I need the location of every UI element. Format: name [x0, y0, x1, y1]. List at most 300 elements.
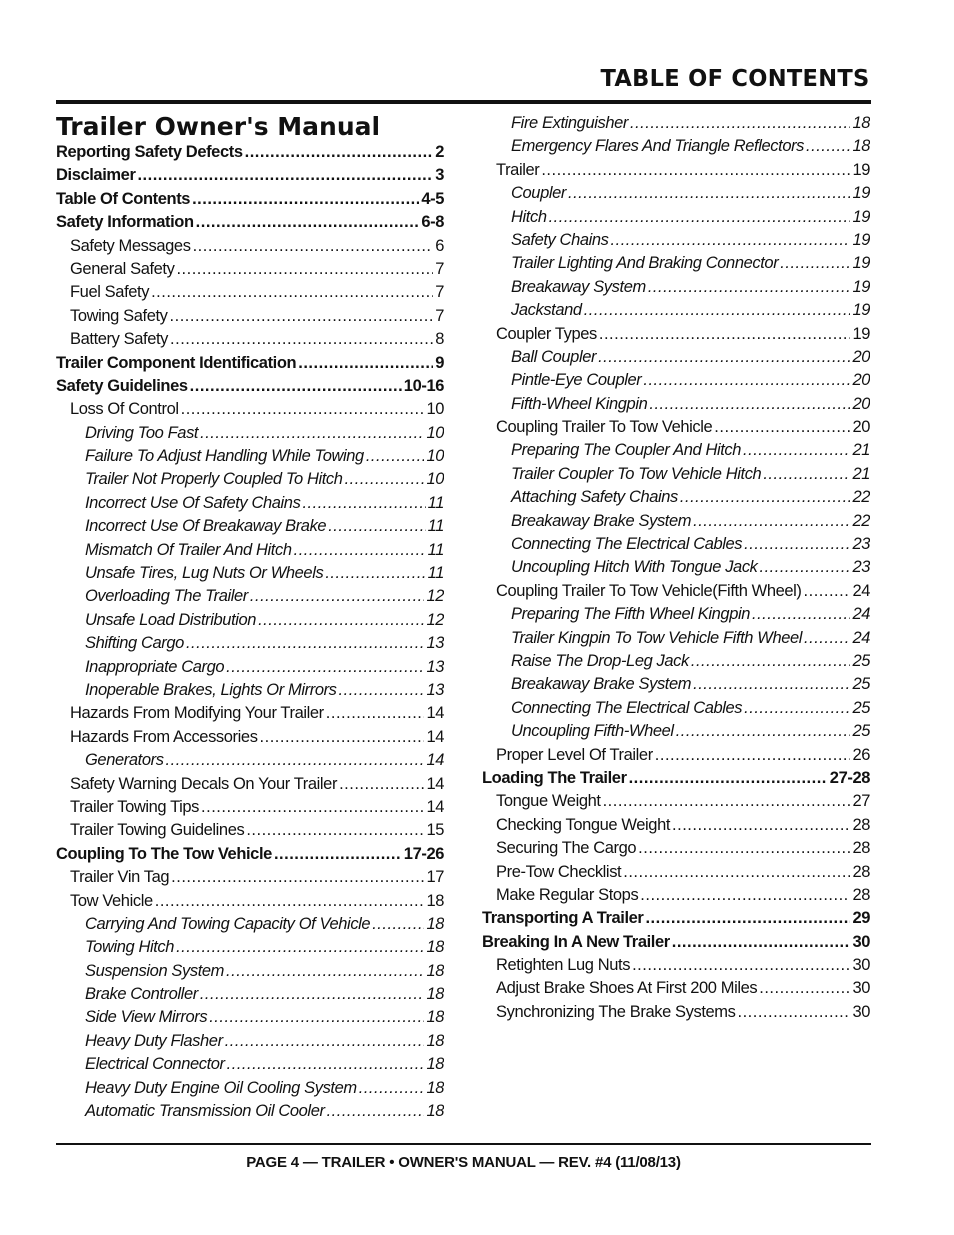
toc-entry: [56, 983, 444, 1006]
toc-entry: [482, 814, 870, 837]
toc-entry-page: 11: [427, 493, 444, 512]
toc-entry-page: 9: [435, 353, 444, 372]
toc-entry: [56, 843, 444, 866]
toc-leader-dots: [691, 650, 851, 673]
toc-entry-page: 10: [426, 447, 444, 466]
toc-entry: [56, 515, 444, 538]
toc-entry: [56, 1053, 444, 1076]
toc-entry-page: 18: [426, 938, 444, 957]
toc-entry-label: Coupler: [511, 184, 566, 203]
toc-entry-page: 19: [852, 184, 870, 203]
toc-leader-dots: [676, 720, 851, 743]
toc-entry: [56, 445, 444, 468]
toc-entry-page: 19: [852, 160, 870, 179]
toc-entry: [56, 749, 444, 772]
toc-entry-page: 25: [852, 698, 870, 717]
toc-entry-page: 18: [426, 1102, 444, 1121]
toc-entry: [56, 398, 444, 421]
toc-entry: [56, 375, 444, 398]
toc-leader-dots: [763, 463, 850, 486]
toc-entry-label: Shifting Cargo: [85, 634, 184, 653]
toc-leader-dots: [227, 1053, 425, 1076]
toc-leader-dots: [260, 726, 425, 749]
toc-entry: [56, 164, 444, 187]
toc-leader-dots: [549, 206, 851, 229]
toc-leader-dots: [274, 843, 402, 866]
toc-entry: [482, 252, 870, 275]
toc-entry-page: 17-26: [403, 844, 444, 863]
toc-entry-page: 10-16: [403, 376, 444, 395]
toc-entry-label: Breaking In A New Trailer: [482, 932, 670, 951]
toc-leader-dots: [258, 609, 424, 632]
toc-entry: [482, 627, 870, 650]
toc-entry-label: Breakaway Brake System: [511, 511, 692, 530]
toc-entry-label: Fuel Safety: [70, 283, 150, 302]
toc-entry-label: Driving Too Fast: [85, 423, 199, 442]
toc-entry-label: Trailer: [496, 160, 540, 179]
toc-leader-dots: [648, 276, 851, 299]
toc-leader-dots: [327, 1100, 425, 1123]
toc-entry: [56, 235, 444, 258]
toc-entry-page: 14: [426, 727, 444, 746]
toc-entry-label: Safety Chains: [511, 230, 609, 249]
toc-entry-page: 18: [426, 961, 444, 980]
toc-entry-page: 18: [426, 1078, 444, 1097]
toc-entry-page: 26: [852, 745, 870, 764]
toc-entry-label: Reporting Safety Defects: [56, 143, 243, 161]
toc-leader-dots: [137, 164, 433, 187]
toc-entry-label: Generators: [85, 751, 164, 770]
toc-entry-page: 15: [426, 821, 444, 840]
toc-entry: [56, 539, 444, 562]
toc-entry-page: 11: [427, 517, 444, 536]
toc-entry-label: Incorrect Use Of Breakaway Brake: [85, 517, 327, 536]
toc-entry-page: 22: [852, 488, 870, 507]
toc-entry-label: Inappropriate Cargo: [85, 657, 225, 676]
toc-entry-page: 19: [852, 230, 870, 249]
toc-entry-page: 27-28: [829, 768, 870, 787]
toc-entry-label: Side View Mirrors: [85, 1008, 208, 1027]
toc-entry-label: Carrying And Towing Capacity Of Vehicle: [85, 914, 371, 933]
toc-entry: [56, 211, 444, 234]
toc-leader-dots: [246, 819, 424, 842]
toc-entry-label: Preparing The Fifth Wheel Kingpin: [511, 605, 751, 624]
toc-entry-page: 18: [852, 114, 870, 132]
toc-entry: [482, 182, 870, 205]
toc-leader-dots: [326, 702, 425, 725]
toc-leader-dots: [170, 328, 433, 351]
toc-leader-dots: [804, 627, 850, 650]
toc-entry-page: 19: [852, 254, 870, 273]
toc-entry-label: Suspension System: [85, 961, 225, 980]
toc-entry: [56, 328, 444, 351]
toc-entry: [482, 744, 870, 767]
toc-entry-label: Battery Safety: [70, 330, 169, 349]
toc-entry: [482, 486, 870, 509]
toc-entry: [56, 632, 444, 655]
toc-leader-dots: [171, 866, 424, 889]
toc-entry: [56, 702, 444, 725]
toc-entry: [56, 726, 444, 749]
toc-leader-dots: [366, 445, 425, 468]
toc-entry-page: 30: [852, 932, 870, 951]
toc-entry: [56, 656, 444, 679]
toc-entry: [56, 422, 444, 445]
toc-entry-page: 18: [426, 1031, 444, 1050]
toc-entry: [482, 1001, 870, 1024]
toc-entry-page: 30: [852, 979, 870, 998]
toc-entry: [56, 890, 444, 913]
toc-entry-label: Trailer Kingpin To Tow Vehicle Fifth Wheel: [511, 628, 803, 647]
toc-entry-page: 30: [852, 956, 870, 975]
toc-entry-label: Securing The Cargo: [496, 839, 637, 858]
toc-entry-page: 25: [852, 675, 870, 694]
toc-entry-page: 28: [852, 839, 870, 858]
toc-entry: [482, 767, 870, 790]
page-header-title: TABLE OF CONTENTS: [600, 66, 870, 92]
toc-entry-page: 18: [426, 1008, 444, 1027]
toc-entry: [56, 352, 444, 375]
toc-entry-label: Tongue Weight: [496, 792, 601, 811]
toc-leader-dots: [294, 539, 426, 562]
toc-entry-label: Attaching Safety Chains: [511, 488, 678, 507]
toc-entry: [56, 936, 444, 959]
toc-entry-label: Uncoupling Hitch With Tongue Jack: [511, 558, 758, 577]
toc-entry-page: 19: [852, 277, 870, 296]
toc-entry-label: Electrical Connector: [85, 1055, 225, 1074]
toc-entry-label: Unsafe Load Distribution: [85, 610, 257, 629]
toc-entry-page: 28: [852, 815, 870, 834]
toc-entry-label: Breakaway Brake System: [511, 675, 692, 694]
toc-leader-dots: [672, 814, 850, 837]
toc-entry: [56, 492, 444, 515]
toc-leader-dots: [645, 907, 850, 930]
toc-entry-page: 18: [426, 914, 444, 933]
toc-leader-dots: [186, 632, 424, 655]
toc-leader-dots: [759, 977, 850, 1000]
toc-leader-dots: [599, 323, 851, 346]
toc-entry-label: Fire Extinguisher: [511, 114, 628, 132]
toc-leader-dots: [672, 931, 851, 954]
manual-title: Trailer Owner's Manual: [56, 112, 381, 141]
toc-entry-page: 19: [852, 207, 870, 226]
toc-entry-label: Jackstand: [511, 301, 582, 320]
toc-leader-dots: [226, 960, 424, 983]
toc-entry: [482, 135, 870, 158]
toc-entry-page: 3: [435, 166, 444, 185]
toc-entry-label: Tow Vehicle: [70, 891, 153, 910]
toc-leader-dots: [196, 211, 420, 234]
toc-entry: [482, 977, 870, 1000]
toc-entry-page: 2: [435, 143, 444, 161]
toc-entry-page: 20: [852, 347, 870, 366]
toc-entry-page: 25: [852, 722, 870, 741]
toc-entry-page: 6: [435, 236, 444, 255]
toc-entry-page: 10: [426, 470, 444, 489]
toc-leader-dots: [738, 1001, 851, 1024]
toc-entry: [482, 697, 870, 720]
toc-entry-page: 7: [435, 306, 444, 325]
toc-entry-label: Trailer Vin Tag: [70, 868, 170, 887]
toc-entry-label: Trailer Lighting And Braking Connector: [511, 254, 779, 273]
toc-leader-dots: [752, 603, 850, 626]
toc-entry: [56, 468, 444, 491]
toc-entry-page: 24: [852, 628, 870, 647]
toc-entry-page: 23: [852, 535, 870, 554]
toc-entry-label: Coupling Trailer To Tow Vehicle: [496, 418, 713, 437]
toc-entry-page: 11: [427, 564, 444, 583]
toc-entry: [56, 188, 444, 211]
toc-entry-page: 13: [426, 680, 444, 699]
toc-leader-dots: [245, 141, 434, 164]
toc-entry-page: 18: [426, 1055, 444, 1074]
toc-entry-page: 20: [852, 418, 870, 437]
toc-leader-dots: [200, 983, 425, 1006]
toc-entry-label: Trailer Coupler To Tow Vehicle Hitch: [511, 464, 762, 483]
toc-entry-label: Loss Of Control: [70, 400, 179, 419]
toc-entry-page: 8: [435, 330, 444, 349]
toc-entry-label: Mismatch Of Trailer And Hitch: [85, 540, 292, 559]
toc-entry-label: Safety Information: [56, 213, 194, 232]
toc-entry-label: Unsafe Tires, Lug Nuts Or Wheels: [85, 564, 324, 583]
toc-leader-dots: [192, 188, 419, 211]
toc-leader-dots: [568, 182, 850, 205]
toc-entry: [56, 819, 444, 842]
toc-entry-label: Checking Tongue Weight: [496, 815, 671, 834]
toc-entry-page: 14: [426, 704, 444, 723]
toc-entry-label: Fifth-Wheel Kingpin: [511, 394, 648, 413]
toc-entry-page: 20: [852, 394, 870, 413]
toc-leader-dots: [176, 936, 424, 959]
toc-entry-page: 22: [852, 511, 870, 530]
toc-entry-page: 11: [427, 540, 444, 559]
toc-leader-dots: [541, 159, 850, 182]
toc-entry-label: Table Of Contents: [56, 189, 191, 208]
toc-leader-dots: [345, 468, 425, 491]
toc-entry-label: Trailer Towing Tips: [70, 797, 200, 816]
toc-entry: [482, 510, 870, 533]
toc-entry-label: General Safety: [70, 259, 175, 278]
toc-entry-label: Incorrect Use Of Safety Chains: [85, 493, 301, 512]
toc-entry-label: Overloading The Trailer: [85, 587, 248, 606]
toc-leader-dots: [630, 112, 850, 135]
toc-entry: [482, 369, 870, 392]
toc-leader-dots: [804, 580, 851, 603]
toc-leader-dots: [166, 749, 425, 772]
toc-left-column: [56, 141, 444, 1123]
toc-entry-label: Transporting A Trailer: [482, 909, 644, 928]
toc-leader-dots: [632, 954, 850, 977]
toc-leader-dots: [302, 492, 425, 515]
toc-leader-dots: [176, 258, 433, 281]
toc-entry-page: 12: [426, 587, 444, 606]
toc-entry-page: 29: [852, 909, 870, 928]
toc-leader-dots: [200, 422, 424, 445]
toc-entry: [56, 1100, 444, 1123]
toc-leader-dots: [151, 281, 433, 304]
toc-entry-label: Preparing The Coupler And Hitch: [511, 441, 742, 460]
toc-entry: [482, 533, 870, 556]
toc-entry-label: Connecting The Electrical Cables: [511, 698, 743, 717]
toc-entry-page: 12: [426, 610, 444, 629]
toc-entry-label: Disclaimer: [56, 166, 136, 185]
toc-leader-dots: [372, 913, 424, 936]
toc-leader-dots: [209, 1006, 424, 1029]
toc-right-column: [482, 112, 870, 1024]
toc-leader-dots: [655, 744, 851, 767]
toc-leader-dots: [584, 299, 851, 322]
toc-entry-label: Inoperable Brakes, Lights Or Mirrors: [85, 680, 337, 699]
toc-entry-page: 14: [426, 774, 444, 793]
toc-entry-label: Safety Guidelines: [56, 376, 188, 395]
toc-entry: [482, 954, 870, 977]
toc-entry-label: Make Regular Stops: [496, 885, 639, 904]
toc-entry-page: 18: [852, 137, 870, 156]
toc-entry-label: Connecting The Electrical Cables: [511, 535, 743, 554]
toc-entry-page: 14: [426, 751, 444, 770]
toc-entry-label: Heavy Duty Flasher: [85, 1031, 223, 1050]
page-footer: PAGE 4 — TRAILER • OWNER'S MANUAL — REV. #4 (11/08/13): [246, 1154, 681, 1171]
toc-entry: [56, 960, 444, 983]
toc-entry-label: Heavy Duty Engine Oil Cooling System: [85, 1078, 357, 1097]
toc-entry: [482, 416, 870, 439]
toc-entry: [56, 796, 444, 819]
toc-entry: [56, 305, 444, 328]
toc-leader-dots: [693, 510, 850, 533]
toc-entry: [56, 609, 444, 632]
footer-rule: [56, 1143, 871, 1145]
toc-entry-label: Trailer Towing Guidelines: [70, 821, 245, 840]
toc-leader-dots: [181, 398, 425, 421]
toc-entry-label: Uncoupling Fifth-Wheel: [511, 722, 674, 741]
toc-entry: [482, 673, 870, 696]
toc-leader-dots: [640, 884, 850, 907]
toc-entry: [56, 866, 444, 889]
toc-entry: [482, 276, 870, 299]
toc-leader-dots: [680, 486, 851, 509]
toc-entry-label: Coupling To The Tow Vehicle: [56, 844, 272, 863]
toc-entry: [56, 1077, 444, 1100]
toc-entry-label: Coupler Types: [496, 324, 597, 343]
toc-entry: [56, 773, 444, 796]
toc-leader-dots: [170, 305, 434, 328]
toc-entry: [482, 720, 870, 743]
toc-entry: [482, 837, 870, 860]
toc-leader-dots: [155, 890, 425, 913]
toc-entry-page: 13: [426, 634, 444, 653]
toc-entry: [482, 556, 870, 579]
toc-entry: [482, 790, 870, 813]
toc-entry-label: Proper Level Of Trailer: [496, 745, 653, 764]
toc-entry-label: Adjust Brake Shoes At First 200 Miles: [496, 979, 758, 998]
toc-leader-dots: [649, 393, 850, 416]
toc-entry-page: 7: [435, 259, 444, 278]
toc-entry-label: Pintle-Eye Coupler: [511, 371, 642, 390]
toc-entry-page: 20: [852, 371, 870, 390]
toc-leader-dots: [225, 1030, 425, 1053]
toc-entry-page: 13: [426, 657, 444, 676]
toc-leader-dots: [339, 773, 424, 796]
toc-entry-page: 24: [852, 605, 870, 624]
toc-entry-label: Automatic Transmission Oil Cooler: [85, 1102, 325, 1121]
toc-entry-label: Trailer Component Identification: [56, 353, 297, 372]
toc-leader-dots: [250, 585, 425, 608]
toc-entry: [56, 281, 444, 304]
toc-entry: [482, 884, 870, 907]
toc-entry: [482, 299, 870, 322]
toc-leader-dots: [806, 135, 850, 158]
toc-entry: [482, 159, 870, 182]
toc-entry: [482, 603, 870, 626]
toc-entry-page: 17: [426, 868, 444, 887]
toc-entry-label: Raise The Drop-Leg Jack: [511, 651, 689, 670]
toc-leader-dots: [339, 679, 425, 702]
toc-leader-dots: [298, 352, 433, 375]
header-rule: [56, 100, 871, 104]
toc-leader-dots: [611, 229, 851, 252]
toc-entry-label: Coupling Trailer To Tow Vehicle(Fifth Wheel): [496, 581, 802, 600]
toc-leader-dots: [743, 439, 850, 462]
toc-entry: [482, 439, 870, 462]
toc-entry-label: Synchronizing The Brake Systems: [496, 1002, 736, 1021]
toc-entry-label: Ball Coupler: [511, 347, 597, 366]
toc-entry-page: 19: [852, 301, 870, 320]
toc-leader-dots: [603, 790, 851, 813]
toc-entry-label: Breakaway System: [511, 277, 646, 296]
toc-entry-page: 18: [426, 891, 444, 910]
toc-entry-page: 21: [852, 441, 870, 460]
toc-entry: [56, 1030, 444, 1053]
toc-entry: [482, 229, 870, 252]
toc-entry: [482, 463, 870, 486]
toc-entry: [56, 585, 444, 608]
toc-entry-label: Hazards From Accessories: [70, 727, 258, 746]
toc-entry: [482, 861, 870, 884]
toc-entry-page: 19: [852, 324, 870, 343]
toc-entry-label: Hazards From Modifying Your Trailer: [70, 704, 324, 723]
toc-entry: [482, 346, 870, 369]
toc-entry-label: Loading The Trailer: [482, 768, 627, 787]
toc-leader-dots: [193, 235, 434, 258]
toc-entry: [482, 323, 870, 346]
toc-leader-dots: [744, 533, 850, 556]
toc-leader-dots: [744, 697, 850, 720]
toc-entry: [56, 913, 444, 936]
toc-entry: [482, 907, 870, 930]
toc-leader-dots: [325, 562, 425, 585]
toc-entry: [482, 393, 870, 416]
toc-leader-dots: [780, 252, 850, 275]
toc-entry: [482, 931, 870, 954]
toc-leader-dots: [328, 515, 425, 538]
toc-entry: [56, 1006, 444, 1029]
toc-entry-label: Safety Messages: [70, 236, 191, 255]
toc-entry-page: 21: [852, 464, 870, 483]
toc-entry-label: Pre-Tow Checklist: [496, 862, 622, 881]
toc-entry-page: 25: [852, 651, 870, 670]
toc-leader-dots: [693, 673, 850, 696]
toc-leader-dots: [226, 656, 424, 679]
toc-entry-page: 18: [426, 985, 444, 1004]
toc-entry-page: 24: [852, 581, 870, 600]
toc-entry-page: 30: [852, 1002, 870, 1021]
toc-leader-dots: [643, 369, 850, 392]
toc-entry-page: 14: [426, 797, 444, 816]
toc-entry-page: 10: [426, 400, 444, 419]
toc-entry-page: 7: [435, 283, 444, 302]
toc-entry-page: 23: [852, 558, 870, 577]
toc-entry: [56, 679, 444, 702]
